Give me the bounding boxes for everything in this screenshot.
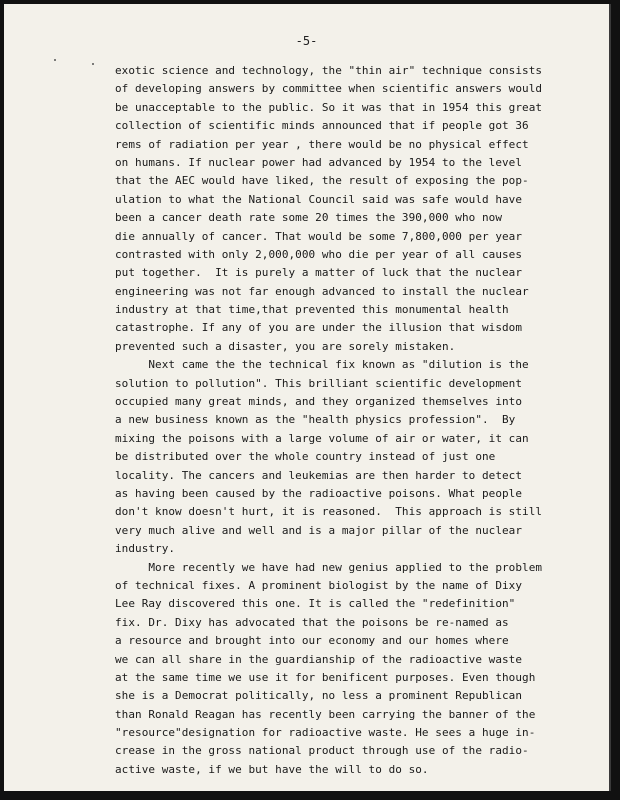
text-line: occupied many great minds, and they organized themselves into bbox=[115, 395, 523, 409]
text-line: we can all share in the guardianship of the radioactive waste bbox=[115, 652, 523, 666]
text-line: a new business known as the "health physics profession". By bbox=[115, 413, 516, 427]
text-line: die annually of cancer. That would be some 7,800,000 per year bbox=[115, 229, 523, 243]
text-line: than Ronald Reagan has recently been carrying the banner of the bbox=[115, 707, 536, 721]
text-line: a resource and brought into our economy and our homes where bbox=[115, 634, 509, 648]
text-line: engineering was not far enough advanced to install the nuclear bbox=[115, 284, 529, 298]
text-line: catastrophe. If any of you are under the illusion that wisdom bbox=[115, 321, 523, 335]
text-line: mixing the poisons with a large volume of air or water, it can bbox=[115, 431, 529, 445]
text-line: she is a Democrat politically, no less a prominent Republican bbox=[115, 689, 523, 703]
text-line: ulation to what the National Council said was safe would have bbox=[115, 192, 523, 206]
text-line: put together. It is purely a matter of luck that the nuclear bbox=[115, 266, 523, 280]
text-line: on humans. If nuclear power had advanced by 1954 to the level bbox=[115, 155, 523, 169]
text-line: be unacceptable to the public. So it was that in 1954 this great bbox=[115, 100, 543, 114]
text-line: be distributed over the whole country instead of just one bbox=[115, 450, 496, 464]
text-line: solution to pollution". This brilliant scientific development bbox=[115, 376, 523, 390]
text-line: Lee Ray discovered this one. It is called the "redefinition" bbox=[115, 597, 516, 611]
text-line: at the same time we use it for benificent purposes. Even though bbox=[115, 670, 536, 684]
text-line: More recently we have had new genius applied to the problem bbox=[115, 560, 543, 574]
document-page bbox=[4, 4, 611, 791]
text-line: contrasted with only 2,000,000 who die per year of all causes bbox=[115, 247, 523, 261]
text-line: crease in the gross national product through use of the radio- bbox=[115, 744, 529, 758]
text-line: active waste, if we but have the will to do so. bbox=[115, 762, 429, 776]
text-line: that the AEC would have liked, the result of exposing the pop- bbox=[115, 174, 529, 188]
text-line: Next came the the technical fix known as "dilution is the bbox=[115, 358, 529, 372]
text-line: exotic science and technology, the "thin air" technique consists bbox=[115, 64, 543, 77]
text-line: as having been caused by the radioactive poisons. What people bbox=[115, 486, 523, 500]
text-line: rems of radiation per year , there would be no physical effect bbox=[115, 137, 529, 151]
text-line: of technical fixes. A prominent biologist by the name of Dixy bbox=[115, 578, 523, 592]
paper-speck bbox=[92, 63, 94, 65]
text-line: locality. The cancers and leukemias are then harder to detect bbox=[115, 468, 523, 482]
text-line: industry. bbox=[115, 542, 176, 556]
page-number: -5- bbox=[295, 34, 318, 48]
paper-speck bbox=[54, 59, 56, 61]
text-line: very much alive and well and is a major pillar of the nuclear bbox=[115, 523, 523, 537]
text-line: don't know doesn't hurt, it is reasoned. This approach is still bbox=[115, 505, 543, 519]
text-line: fix. Dr. Dixy has advocated that the poisons be re-named as bbox=[115, 615, 509, 629]
text-line: collection of scientific minds announced that if people got 36 bbox=[115, 119, 529, 133]
text-line: prevented such a disaster, you are sorely mistaken. bbox=[115, 339, 456, 353]
text-line: industry at that time,that prevented this monumental health bbox=[115, 303, 509, 317]
text-line: "resource"designation for radioactive waste. He sees a huge in- bbox=[115, 726, 536, 740]
text-line: been a cancer death rate some 20 times the 390,000 who now bbox=[115, 211, 503, 225]
body-text bbox=[115, 62, 595, 779]
text-line: of developing answers by committee when scientific answers would bbox=[115, 82, 543, 96]
